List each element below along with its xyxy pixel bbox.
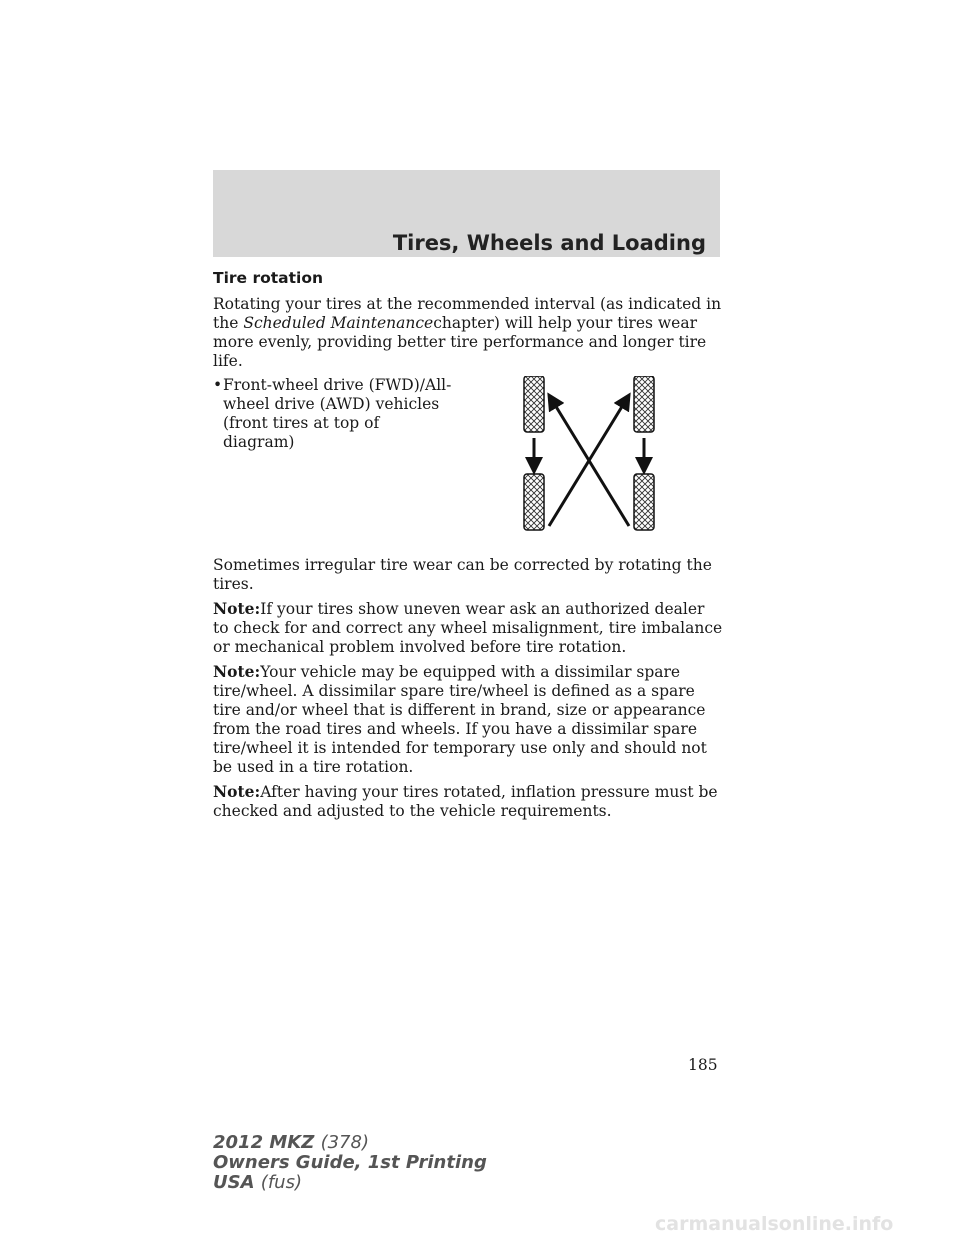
- note-2-paragraph: [213, 662, 723, 777]
- footer-model-code: (378): [320, 1132, 369, 1153]
- page-number: 185: [688, 1056, 718, 1074]
- footer-line-1: [213, 1133, 487, 1153]
- print-footer: [213, 1133, 487, 1193]
- fwd-awd-bullet: [213, 376, 453, 452]
- irregular-wear-paragraph: Sometimes irregular tire wear can be corrected by rotating the tires.: [213, 556, 712, 593]
- note-2-text: Your vehicle may be equipped with a dissimilar spare tire/wheel. A dissimilar spare tire/wheel is defined as a spare tire and/or wheel that is different in brand, size or appearance from the road tires and wheels. If you have a dissimilar spare tire/wheel it is intended for temporary use only and should not be used in a tire rotation.: [213, 663, 707, 776]
- footer-market-code: (fus): [260, 1172, 302, 1193]
- arrow-rear-right-to-front-left: [552, 400, 629, 526]
- note-1-paragraph: [213, 599, 723, 657]
- page-content: [213, 268, 723, 826]
- chapter-title: Tires, Wheels and Loading: [392, 231, 706, 255]
- footer-line-3: [213, 1173, 487, 1193]
- footer-market: USA: [213, 1172, 255, 1193]
- note-3-text: After having your tires rotated, inflation pressure must be checked and adjusted to the vehicle requirements.: [213, 783, 718, 820]
- chapter-header-band: [213, 170, 720, 257]
- footer-line-2: Owners Guide, 1st Printing: [213, 1152, 487, 1173]
- tire-front-right-icon: [634, 376, 654, 432]
- arrow-rear-left-to-front-right: [549, 400, 626, 526]
- bullet-row: [213, 376, 723, 556]
- note-3-paragraph: [213, 782, 723, 821]
- tire-rotation-diagram: [519, 376, 659, 554]
- section-title: Tire rotation: [213, 269, 324, 287]
- scheduled-maintenance-ref: Scheduled Maintenance: [243, 314, 434, 332]
- intro-text-b: chapter) will help your tires wear more evenly, providing better tire performance and longer tire life.: [213, 314, 707, 370]
- note-label: Note:: [213, 599, 261, 618]
- footer-model: 2012 MKZ: [213, 1132, 315, 1153]
- bullet-text: Front-wheel drive (FWD)/All-wheel drive (AWD) vehicles (front tires at top of diagram): [223, 376, 452, 451]
- tire-rear-left-icon: [524, 474, 544, 530]
- note-label: Note:: [213, 782, 261, 801]
- note-label: Note:: [213, 662, 261, 681]
- bullet-dot: •: [213, 376, 223, 394]
- note-1-text: If your tires show uneven wear ask an authorized dealer to check for and correct any wheel misalignment, tire imbalance or mechanical problem involved before tire rotation.: [213, 600, 723, 656]
- tire-rear-right-icon: [634, 474, 654, 530]
- tire-front-left-icon: [524, 376, 544, 432]
- intro-paragraph: [213, 295, 723, 371]
- watermark: carmanualsonline.info: [655, 1213, 894, 1235]
- intro-text-a: Rotating your tires at the recommended interval (as indicated in the: [213, 295, 722, 332]
